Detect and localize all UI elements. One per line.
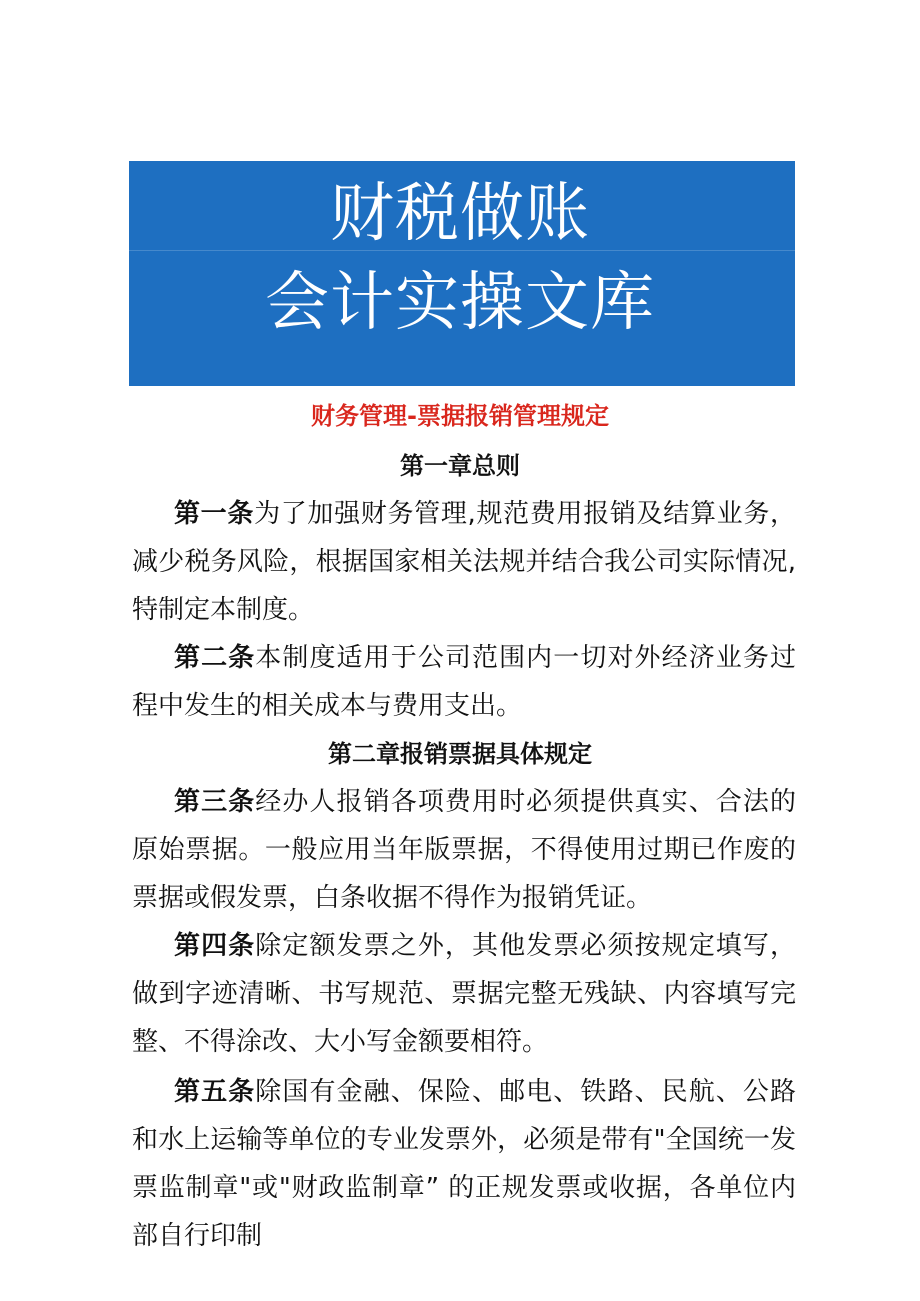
chapter-heading-2: 第二章报销票据具体规定 xyxy=(328,740,592,768)
banner-title-line-2: 会计实操文库 xyxy=(265,266,655,340)
article-text: 本制度适用于公司范围内一切对外经济业务过程中发生的相关成本与费用支出。 xyxy=(132,643,796,721)
article-2 xyxy=(132,634,796,730)
banner-title-line-1: 财税做账 xyxy=(330,177,590,251)
article-5 xyxy=(132,1068,796,1260)
article-text: 除国有金融、保险、邮电、铁路、民航、公路和水上运输等单位的专业发票外，必须是带有"全国统一发票监制章"或"财政监制章” 的正规发票或收据，各单位内部自行印制 xyxy=(132,1077,796,1251)
article-3 xyxy=(132,778,796,922)
article-text: 为了加强财务管理,规范费用报销及结算业务，减少税务风险，根据国家相关法规并结合我公司实际情况,特制定本制度。 xyxy=(132,499,796,625)
chapter-heading-1: 第一章总则 xyxy=(400,452,520,480)
article-label: 第一条 xyxy=(174,499,255,529)
article-label: 第二条 xyxy=(174,643,256,673)
document-title: 财务管理-票据报销管理规定 xyxy=(311,402,609,430)
article-label: 第四条 xyxy=(174,931,256,961)
article-text: 除定额发票之外，其他发票必须按规定填写，做到字迹清晰、书写规范、票据完整无残缺、内容填写完整、不得涂改、大小写金额要相符。 xyxy=(132,931,796,1057)
article-label: 第五条 xyxy=(174,1077,256,1107)
article-1 xyxy=(132,490,796,634)
article-text: 经办人报销各项费用时必须提供真实、合法的原始票据。一般应用当年版票据，不得使用过期已作废的票据或假发票，白条收据不得作为报销凭证。 xyxy=(132,787,796,913)
article-label: 第三条 xyxy=(174,787,256,817)
article-4 xyxy=(132,922,796,1066)
